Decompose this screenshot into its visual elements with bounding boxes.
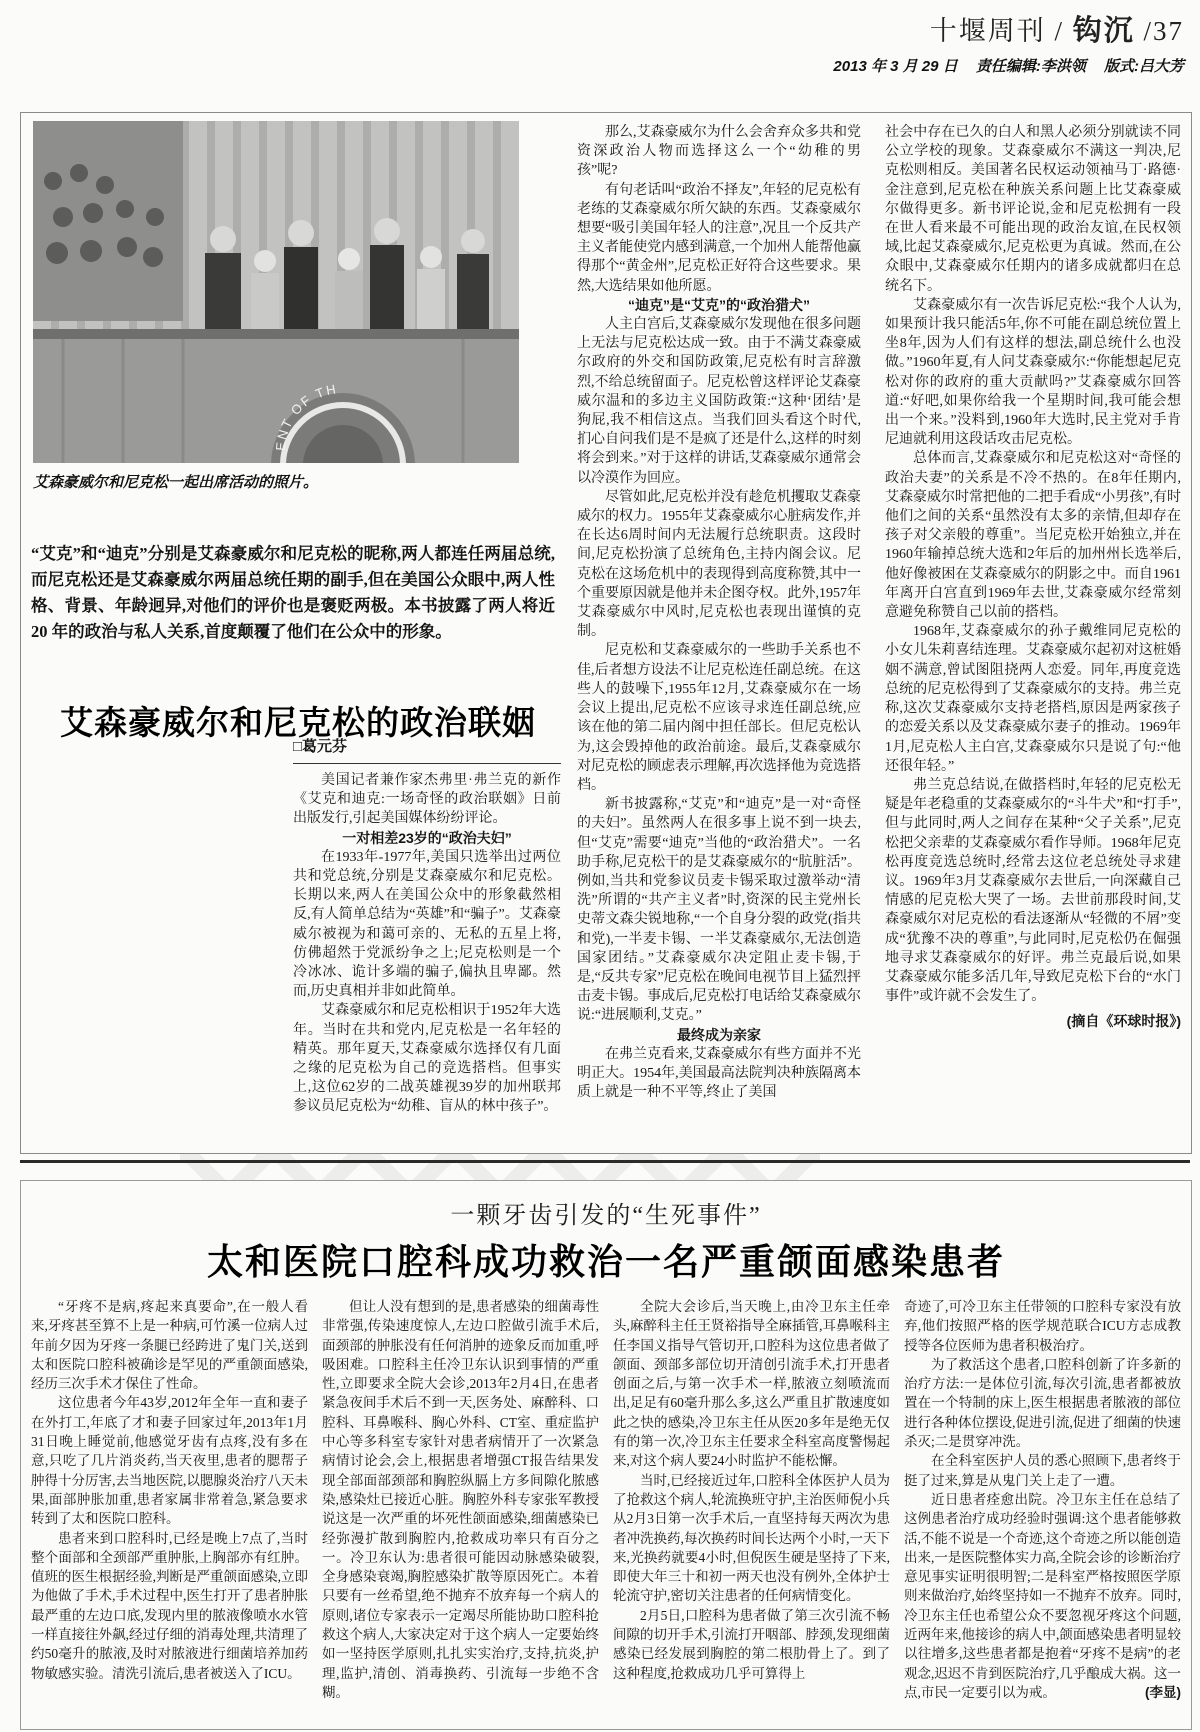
paragraph: 总体而言,艾森豪威尔和尼克松这对“奇怪的政治夫妻”的关系是不冷不热的。在8年任期内,艾森豪威尔时常把他的二把手看成“小男孩”,有时他们之间的关系“虽然没有太多的亲情,但却存在孩子对父亲般的尊重”。当尼克松开始独立,并在1960年输掉总统大选和2年后的加州州长选举后,他好像被困在艾森豪威尔的阴影之中。而自1961年离开白宫直到1969年去世,艾森豪威尔经常刻意避免称赞自己以前的搭档。 [885, 451, 1181, 621]
article2-column-1 [31, 1297, 308, 1721]
article2-column-2 [322, 1297, 599, 1721]
paragraph: 2月5日,口腔科为患者做了第三次引流不畅间隙的切开手术,引流打开咽部、脖颈,发现细菌感染已经发展到胸腔的第二根肋骨上了。到了这种程度,抢救成功几乎可算得上 [613, 1607, 890, 1681]
paragraph: 但让人没有想到的是,患者感染的细菌毒性非常强,传染速度惊人,左边口腔做引流手术后,面颈部的肿胀没有任何消肿的迹象反而加重,呼吸困难。口腔科主任冷卫东认识到事情的严重性,立即要求全院大会诊,2013年2月4日,在患者紧急夜间手术后不到一天,医务处、麻醉科、口腔科、耳鼻喉科、胸心外科、CT室、重症监护中心等多科室专家针对患者病情开了一次紧急病情讨论会,会上,根据患者增强CT报告结果发现全部面部颈部和胸腔纵膈上方多间隙化脓感染,感染灶已接近心脏。胸腔外科专家张军教授说这是一次严重的坏死性颌面感染,细菌感染已经弥漫扩散到胸腔内,抢救成功率只有百分之一。冷卫东认为:患者很可能因动脉感染破裂,全身感染衰竭,胸腔感染扩散等原因死亡。本着只要有一丝希望,绝不抛弃不放弃每一个病人的原则,诸位专家表示一定竭尽所能协助口腔科抢救这个病人,大家决定对于这个病人一定要始终如一坚持医学原则,扎扎实实治疗,支持,抗炎,护理,监护,清创、消毒换药、引流每一步绝不含糊。 [322, 1299, 599, 1700]
paragraph: 在全科室医护人员的悉心照顾下,患者终于挺了过来,算是从鬼门关上走了一遭。 [904, 1453, 1181, 1488]
paragraph: 有句老话叫“政治不择友”,年轻的尼克松有老练的艾森豪威尔所欠缺的东西。艾森豪威尔想要“吸引美国年轻人的注意”,况且一个反共产主义者能使党内感到满意,一个加州人能帮他赢得那个“黄金州”,尼克松正好符合这些要求。果然,大选结果如他所愿。 [577, 182, 861, 294]
paragraph: 1968年,艾森豪威尔的孙子戴维同尼克松的小女儿朱莉喜结连理。艾森豪威尔起初对这桩婚姻不满意,曾试图阻挠两人恋爱。同年,再度竞选总统的尼克松得到了艾森豪威尔的支持。弗兰克称,这次艾森豪威尔支持老搭档,原因是两家孩子的恋爱关系以及艾森豪威尔妻子的推动。1969年1月,尼克松人主白宫,艾森豪威尔只是说了句:“他还很年轻。” [885, 624, 1181, 774]
article1-intro: “艾克”和“迪克”分别是艾森豪威尔和尼克松的昵称,两人都连任两届总统,而尼克松还是艾森豪威尔两届总统任期的副手,但在美国公众眼中,两人性格、背景、年龄迥异,对他们的评价也是褒贬两极。本书披露了两人将近 20 年的政治与私人关系,首度颠覆了他们在公众中的形象。 [31, 544, 555, 641]
paragraph: 尽管如此,尼克松并没有趁危机攫取艾森豪威尔的权力。1955年艾森豪威尔心脏病发作,并在长达6周时间内无法履行总统职责。这段时间,尼克松扮演了总统角色,主持内阁会议。尼克松在这场危机中的表现得到高度称赞,其中一个重要原因就是他并未企图夺权。此外,1957年艾森豪威尔中风时,尼克松也表现出谨慎的克制。 [577, 489, 861, 640]
paragraph: 人主白宫后,艾森豪威尔发现他在很多问题上无法与尼克松达成一致。由于不满艾森豪威尔政府的外交和国防政策,尼克松有时言辞激烈,不给总统留面子。尼克松曾这样评论艾森豪威尔温和的多边主义国防政策:“这种‘团结’是狗屁,我不相信这点。当我们回头看这个时代,扪心自问我们是不是疯了还是什么,这样的时刻将会到来。”对于这样的讲话,艾森豪威尔通常会以冷漠作为回应。 [577, 317, 861, 486]
inauguration-photo [33, 121, 519, 463]
article-eisenhower-nixon [20, 112, 1192, 1154]
masthead-editor: 责任编辑:李洪领 [975, 58, 1086, 75]
paragraph: 近日患者痊愈出院。冷卫东主任在总结了这例患者治疗成功经验时强调:这个患者能够救活,不能不说是一个奇迹,这个奇迹之所以能创造出来,一是医院整体实力高,全院会诊的诊断治疗意见事实证明很明智;二是科室严格按照医学原则来做治疗,始终坚持如一不抛弃不放弃。同时,冷卫东主任也希望公众不要忽视牙疼这个问题,近两年来,他接诊的病人中,颌面感染患者明显较以往增多,这些患者都是抱着“牙疼不是病”的老观念,迟迟不肯到医院治疗,几乎酿成大祸。这一点,市民一定要引以为戒。 (李显) [904, 1490, 1181, 1702]
column-subhead: 一对相差23岁的“政治夫妇” [342, 829, 512, 846]
paragraph: 艾森豪威尔和尼克松相识于1952年大选年。当时在共和党内,尼克松是一名年轻的精英。那年夏天,艾森豪威尔选择仅有几面之缘的尼克松为自己的竞选搭档。但事实上,这位62岁的二战英雄视39岁的加州联邦参议员尼克松为“幼稚、盲从的林中孩子”。 [293, 1003, 561, 1115]
column-subhead: 最终成为亲家 [677, 1026, 761, 1043]
article-hospital-rescue [20, 1180, 1192, 1730]
paragraph: 奇迹了,可冷卫东主任带领的口腔科专家没有放弃,他们按照严格的医学规范联合ICU方志成教授等各位医师为患者积极治疗。 [904, 1299, 1181, 1353]
photo-caption: 艾森豪威尔和尼克松一起出席活动的照片。 [33, 474, 319, 491]
paragraph: 新书披露称,“艾克”和“迪克”是一对“奇怪的夫妇”。虽然两人在很多事上说不到一块去,但“艾克”需要“迪克”当他的“政治猎犬”。一名助手称,尼克松干的是艾森豪威尔的“肮脏活”。例如,当共和党参议员麦卡锡采取过激举动“清洗”所谓的“共产主义者”时,资深的民主党州长史蒂文森尖锐地称,“一个自身分裂的政党(指共和党),一半麦卡锡、一半艾森豪威尔,无法创造国家团结。”艾森豪威尔决定阻止麦卡锡,于是,“反共专家”尼克松在晚间电视节目上猛烈抨击麦卡锡。事成后,尼克松打电话给艾森豪威尔说:“进展顺利,艾克。” [577, 797, 861, 1024]
paragraph: 社会中存在已久的白人和黑人必须分别就读不同公立学校的现象。艾森豪威尔不满这一判决,尼克松则相反。美国著名民权运动领袖马丁·路德·金注意到,尼克松在种族关系问题上比艾森豪威尔做得更多。新书评论说,金和尼克松拥有一段在世人看来最不可能出现的政治友谊,在民权领域,比起艾森豪威尔,尼克松更为真诚。然而,在公众眼中,艾森豪威尔任期内的诸多成就都归在总统名下。 [885, 125, 1181, 294]
paragraph: 这位患者今年43岁,2012年全年一直和妻子在外打工,年底了才和妻子回家过年,2013年1月31日晚上睡觉前,他感觉牙齿有点疼,没有多在意,只吃了几片消炎药,当天夜里,患者的腮帮子肿得十分厉害,去当地医院,以腮腺炎治疗八天未果,面部肿胀加重,患者家属非常着急,紧急要求转到了太和医院口腔科。 [31, 1395, 308, 1527]
paragraph: 艾森豪威尔有一次告诉尼克松:“我个人认为,如果预计我只能活5年,你不可能在副总统位置上坐8年,因为人们有这样的想法,副总统什么也没做。”1960年夏,有人问艾森豪威尔:“你能想起尼克松对你的政府的重大贡献吗?”艾森豪威尔回答道:“好吧,如果你给我一个星期时间,我可能会想出一个来。”没料到,1960年大选时,民主党对手肯尼迪就利用这段话攻击尼克松。 [885, 297, 1181, 448]
article1-headline: 艾森豪威尔和尼克松的政治联姻 [60, 704, 536, 742]
article2-headline: 太和医院口腔科成功救治一名严重颌面感染患者 [206, 1241, 1005, 1282]
paragraph: 尼克松和艾森豪威尔的一些助手关系也不佳,后者想方设法不让尼克松连任副总统。在这些人的鼓噪下,1955年12月,艾森豪威尔在一场会议上提出,尼克松不应该寻求连任副总统,应该在他的第二届内阁中担任部长。但尼克松认为,这会毁掉他的政治前途。最后,艾森豪威尔对尼克松的顾虑表示理解,再次选择他为竞选搭档。 [577, 643, 861, 793]
seal-arc-text: ENT OF TH [272, 381, 339, 452]
section-divider-rule [20, 1160, 1190, 1163]
paragraph: 当时,已经接近过年,口腔科全体医护人员为了抢救这个病人,轮流换班守护,主治医师倪小兵从2月3日第一次手术后,一直坚持每天两次为患者冲洗换药,每次换药时间长达两个小时,一天下来,光换药就要4小时,但倪医生硬是坚持了下来,即使大年三十和初一两天也没有例外,全体护士轮流守护,密切关注患者的任何病情变化。 [613, 1472, 890, 1604]
masthead-dateline [819, 55, 1184, 76]
article2-column-4 [904, 1297, 1181, 1721]
masthead-title: 十堰周刊 / 钩沉 /37 [929, 15, 1184, 47]
paragraph: “牙疼不是病,疼起来真要命”,在一般人看来,牙疼甚至算不上是一种病,可竹溪一位病人过年前夕因为牙疼一条腿已经跨进了鬼门关,送到太和医院口腔科被确诊是罕见的严重颌面感染,经历三次手术才保住了性命。 [31, 1299, 308, 1392]
masthead-page-number: /37 [1134, 16, 1184, 46]
inauguration-photo-graphic [33, 121, 519, 463]
paragraph: 美国记者兼作家杰弗里·弗兰克的新作《艾克和迪克:一场奇怪的政治联姻》日前出版发行,引起美国媒体纷纷评论。 [293, 773, 561, 827]
paragraph: 弗兰克总结说,在做搭档时,年轻的尼克松无疑是年老稳重的艾森豪威尔的“斗牛犬”和“打手”,但与此同时,两人之间存在某种“父子关系”,尼克松把父亲辈的艾森豪威尔看作导师。1968年尼克松再度竞选总统时,经常去这位老总统处寻求建议。1969年3月艾森豪威尔去世后,一向深藏自己情感的尼克松大哭了一场。去世前那段时间,艾森豪威尔对尼克松的看法逐渐从“轻微的不屑”变成“犹豫不决的尊重”,与此同时,尼克松仍在倔强地寻求艾森豪威尔的好评。弗兰克最后说,如果艾森豪威尔能多活几年,导致尼克松下台的“水门事件”或许就不会发生了。 [885, 777, 1181, 1005]
paragraph: 全院大会诊后,当天晚上,由冷卫东主任牵头,麻醉科主任王贤裕指导全麻插管,耳鼻喉科主任李国义指导气管切开,口腔科为这位患者做了颌面、颈部多部位切开清创引流手术,打开患者创面之后,与第一次手术一样,脓液立刻喷流而出,足足有60毫升那么多,这么严重且扩散速度如此之快的感染,冷卫东主任从医20多年是绝无仅有的第一次,冷卫东主任要求全科室高度警惕起来,对这个病人要24小时监护不能松懈。 [613, 1299, 890, 1469]
paragraph: 在弗兰克看来,艾森豪威尔有些方面并不光明正大。1954年,美国最高法院判决种族隔离本质上就是一种不平等,终止了美国 [577, 1046, 861, 1101]
paragraph: 患者来到口腔科时,已经是晚上7点了,当时整个面部和全颈部严重肿胀,上胸部亦有红肿。值班的医生根据经验,判断是严重颌面感染,立即为他做了手术,手术过程中,医生打开了患者肿胀最严重的左边口底,发现内里的脓液像喷水水管一样直接往外飙,经过仔细的消毒处理,共清理了约50毫升的脓液,及时对脓液进行细菌培养加药物敏感实验。清洗引流后,患者被送入了ICU。 [31, 1530, 308, 1681]
paragraph: 在1933年-1977年,美国只选举出过两位共和党总统,分别是艾森豪威尔和尼克松。长期以来,两人在美国公众中的形象截然相反,有人简单总结为“英雄”和“骗子”。艾森豪威尔被视为和蔼可亲的、无私的五星上将,仿佛超然于党派纷争之上;尼克松则是一个冷冰冰、诡计多端的骗子,偏执且卑鄙。然而,历史真相并非如此简单。 [293, 849, 561, 1000]
masthead [819, 8, 1184, 76]
author-byline: (李显) [1145, 1684, 1181, 1700]
masthead-series: 十堰周刊 [929, 16, 1046, 46]
article1-column-2 [577, 123, 861, 1143]
article1-column-3 [885, 123, 1181, 1143]
article2-kicker: 一颗牙齿引发的“生死事件” [450, 1203, 762, 1229]
column-subhead: “迪克”是“艾克”的“政治猎犬” [628, 296, 810, 313]
article2-body [31, 1297, 1181, 1721]
source-credit: (摘自《环球时报》) [1066, 1013, 1181, 1030]
masthead-date: 2013 年 3 月 29 日 [833, 58, 958, 75]
article2-column-3 [613, 1297, 890, 1721]
paragraph: 那么,艾森豪威尔为什么会舍弃众多共和党资深政治人物而选择这么一个“幼稚的男孩”呢? [577, 125, 861, 179]
article1-author: □葛元芬 [293, 735, 561, 764]
paragraph: 为了救活这个患者,口腔科创新了许多新的治疗方法:一是体位引流,每次引流,患者都被放置在一个特制的床上,医生根据患者脓液的部位进行各种体位摆设,促进引流,促进了细菌的快速杀灭;二是贯穿冲洗。 [904, 1356, 1181, 1450]
masthead-section: 钩沉 [1072, 15, 1135, 47]
article1-column-1 [293, 771, 561, 1145]
masthead-designer: 版式:吕大芳 [1104, 58, 1184, 75]
